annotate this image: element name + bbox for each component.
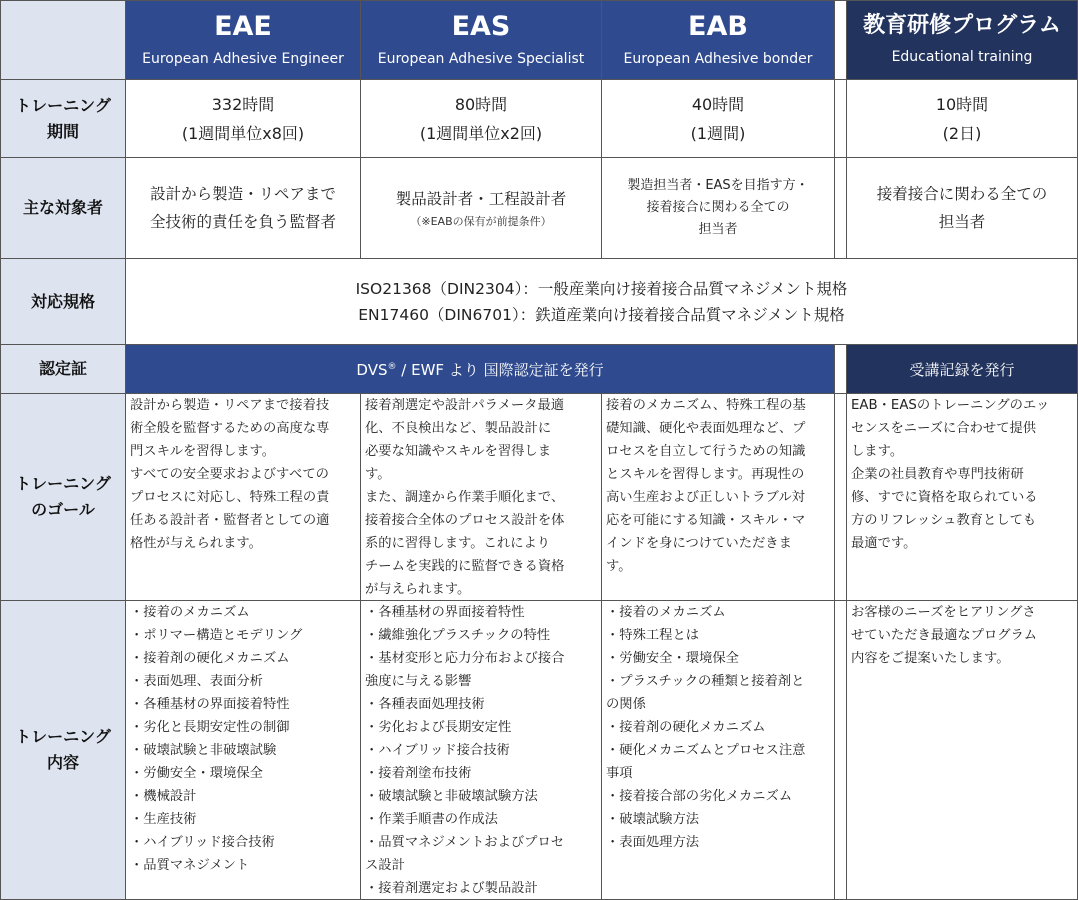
content-eas-list xyxy=(361,601,601,900)
content-eab-list xyxy=(602,601,834,854)
goal-line: す。 xyxy=(606,559,632,574)
goal-line: 格性が与えられます。 xyxy=(130,536,262,551)
header-education xyxy=(847,0,1078,80)
list-item: ス設計 xyxy=(365,858,405,873)
list-item: ・接着のメカニズム xyxy=(130,605,250,620)
certificate-dvs-rest: / EWF より 国際認定証を発行 xyxy=(396,360,604,379)
header-eab xyxy=(602,0,835,80)
list-item: ・劣化と長期安定性の制御 xyxy=(130,720,290,735)
duration-eae-hours: 332時間 xyxy=(211,94,275,114)
row-label-duration-line2: 期間 xyxy=(46,121,79,141)
goal-line: 企業の社員教育や専門技術研 xyxy=(851,467,1024,482)
certificate-dvs xyxy=(126,345,835,394)
goal-line: プロセスに対応し、特殊工程の責 xyxy=(130,490,330,505)
content-education xyxy=(847,601,1078,900)
audience-education xyxy=(847,158,1078,259)
list-item: 事項 xyxy=(606,766,633,781)
goal-line: 化、不良検出など、製品設計に xyxy=(365,421,552,436)
content-eae-list xyxy=(126,601,360,877)
row-label-certificate-text: 認定証 xyxy=(38,359,87,378)
table-corner xyxy=(0,0,126,80)
certificate-education-text: 受講記録を発行 xyxy=(909,360,1015,379)
list-item: ・破壊試験と非破壊試験方法 xyxy=(365,789,538,804)
goal-line: 方のリフレッシュ教育としても xyxy=(851,513,1037,528)
duration-eab-detail: (1週間) xyxy=(690,123,746,143)
list-item: ・接着接合部の劣化メカニズム xyxy=(606,789,793,804)
audience-eas-note: （※EABの保有が前提条件） xyxy=(410,215,552,228)
content-line: お客様のニーズをヒアリングさ xyxy=(851,605,1036,620)
goal-eae-text xyxy=(126,394,360,555)
goal-line: 接着接合全体のプロセス設計を体 xyxy=(365,513,565,528)
goal-line: 最適です。 xyxy=(851,536,917,551)
header-eab-code: EAB xyxy=(688,11,748,42)
list-item: ・接着剤の硬化メカニズム xyxy=(130,651,290,666)
goal-line: します。 xyxy=(851,444,904,459)
list-item: ・ハイブリッド接合技術 xyxy=(365,743,510,758)
row-label-goal-line1: トレーニング xyxy=(15,474,111,493)
certificate-education xyxy=(847,345,1078,394)
list-item: ・接着剤選定および製品設計 xyxy=(365,881,538,896)
goal-line: ロセスを自立して行うための知識 xyxy=(606,444,806,459)
list-item: ・破壊試験方法 xyxy=(606,812,700,827)
row-label-content-line2: 内容 xyxy=(46,753,79,772)
goal-line: 門スキルを習得します。 xyxy=(130,444,276,459)
header-education-name: Educational training xyxy=(891,49,1033,65)
list-item: ・ポリマー構造とモデリング xyxy=(130,628,303,643)
audience-eab xyxy=(602,158,835,259)
column-gap xyxy=(835,345,847,394)
content-eas xyxy=(361,601,602,900)
header-eas-code: EAS xyxy=(451,11,511,42)
content-line: せていただき最適なプログラム xyxy=(851,628,1038,643)
list-item: ・劣化および長期安定性 xyxy=(365,720,512,735)
content-eab xyxy=(602,601,835,900)
goal-line: 任ある設計者・監督者としての適 xyxy=(130,513,330,528)
goal-line: 応を可能にする知識・スキル・マ xyxy=(606,513,806,528)
audience-eae xyxy=(126,158,361,259)
goal-line: 系的に習得します。これにより xyxy=(365,536,551,551)
list-item: 強度に与える影響 xyxy=(365,674,472,689)
column-gap xyxy=(835,394,847,601)
duration-eab-hours: 40時間 xyxy=(691,94,745,114)
goal-line: 接着のメカニズム、特殊工程の基 xyxy=(606,398,806,413)
goal-line: すべての安全要求およびすべての xyxy=(130,467,329,482)
audience-eab-line: 製造担当者・EASを目指す方・ xyxy=(627,178,809,193)
list-item: ・接着のメカニズム xyxy=(606,605,726,620)
goal-line: チームを実践的に監督できる資格 xyxy=(365,559,565,574)
goal-line: センスをニーズに合わせて提供 xyxy=(851,421,1037,436)
list-item: ・基材変形と応力分布および接合 xyxy=(365,651,565,666)
certificate-dvs-prefix: DVS xyxy=(356,360,388,379)
row-label-standards xyxy=(0,259,126,345)
list-item: ・ハイブリッド接合技術 xyxy=(130,835,275,850)
column-gap xyxy=(835,601,847,900)
duration-eas-hours: 80時間 xyxy=(454,94,508,114)
standard-line: EN17460（DIN6701）：鉄道産業向け接着接合品質マネジメント規格 xyxy=(358,305,845,324)
goal-line: 礎知識、硬化や表面処理など、プ xyxy=(606,421,806,436)
header-eas-name: European Adhesive Specialist xyxy=(377,51,585,67)
header-eas xyxy=(361,0,602,80)
list-item: ・接着剤塗布技術 xyxy=(365,766,472,781)
registered-mark: ® xyxy=(387,361,397,372)
duration-eae-detail: (1週間単位x8回) xyxy=(181,123,305,143)
goal-eas-text xyxy=(361,394,601,601)
audience-eae-line: 全技術的責任を負う監督者 xyxy=(149,213,336,231)
goal-line: 必要な知識やスキルを習得しま xyxy=(365,444,552,459)
audience-eab-line: 接着接合に関わる全ての xyxy=(646,200,790,215)
list-item: ・接着剤の硬化メカニズム xyxy=(606,720,766,735)
duration-eae xyxy=(126,80,361,158)
list-item: ・表面処理、表面分析 xyxy=(130,674,263,689)
row-label-duration-line1: トレーニング xyxy=(15,95,111,115)
list-item: ・特殊工程とは xyxy=(606,628,700,643)
row-label-goal xyxy=(0,394,126,601)
header-eae-code: EAE xyxy=(214,11,272,42)
standard-line: ISO21368（DIN2304）：一般産業向け接着接合品質マネジメント規格 xyxy=(355,279,848,298)
goal-line: また、調達から作業手順化まで、 xyxy=(365,490,565,505)
list-item: ・繊維強化プラスチックの特性 xyxy=(365,628,551,643)
audience-eab-line: 担当者 xyxy=(698,222,738,237)
list-item: ・各種基材の界面接着特性 xyxy=(365,605,525,620)
duration-eas xyxy=(361,80,602,158)
goal-line: 設計から製造・リペアまで接着技 xyxy=(130,398,330,413)
duration-eab xyxy=(602,80,835,158)
row-label-standards-text: 対応規格 xyxy=(30,291,95,311)
content-eae xyxy=(126,601,361,900)
audience-eae-line: 設計から製造・リペアまで xyxy=(150,185,336,203)
goal-eab xyxy=(602,394,835,601)
row-label-content-line1: トレーニング xyxy=(15,727,111,746)
goal-line: EAB・EASのトレーニングのエッ xyxy=(851,398,1050,413)
list-item: ・各種表面処理技術 xyxy=(365,697,485,712)
list-item: ・品質マネジメント xyxy=(130,858,250,873)
list-item: ・機械設計 xyxy=(130,789,197,804)
goal-line: とスキルを習得します。再現性の xyxy=(606,467,805,482)
goal-line: インドを身につけていただきま xyxy=(606,536,792,551)
goal-education-text xyxy=(847,394,1077,555)
content-education-text xyxy=(847,601,1077,670)
list-item: ・プラスチックの種類と接着剤と xyxy=(606,674,805,689)
goal-line: が与えられます。 xyxy=(365,582,471,597)
list-item: ・破壊試験と非破壊試験 xyxy=(130,743,277,758)
list-item: ・表面処理方法 xyxy=(606,835,700,850)
column-gap xyxy=(835,158,847,259)
audience-eas xyxy=(361,158,602,259)
list-item: ・労働安全・環境保全 xyxy=(130,766,263,781)
goal-line: 修、すでに資格を取られている xyxy=(851,490,1038,505)
row-label-duration xyxy=(0,80,126,158)
row-label-content xyxy=(0,601,126,900)
row-label-audience-text: 主な対象者 xyxy=(22,198,103,217)
list-item: ・労働安全・環境保全 xyxy=(606,651,739,666)
goal-line: 術全般を監督するための高度な専 xyxy=(130,421,330,436)
audience-eas-line: 製品設計者・工程設計者 xyxy=(395,190,567,208)
audience-education-line: 担当者 xyxy=(938,213,986,231)
standards-cell xyxy=(126,259,1078,345)
list-item: の関係 xyxy=(606,697,646,712)
goal-line: す。 xyxy=(365,467,391,482)
goal-line: 高い生産および正しいトラブル対 xyxy=(606,490,805,505)
content-line: 内容をご提案いたします。 xyxy=(851,651,1010,666)
list-item: ・品質マネジメントおよびプロセ xyxy=(365,835,565,850)
list-item: ・作業手順書の作成法 xyxy=(365,812,498,827)
goal-eab-text xyxy=(602,394,834,578)
goal-eae xyxy=(126,394,361,601)
column-gap xyxy=(835,0,847,80)
row-label-audience xyxy=(0,158,126,259)
column-gap xyxy=(835,80,847,158)
header-eae-name: European Adhesive Engineer xyxy=(142,51,344,67)
duration-education xyxy=(847,80,1078,158)
header-education-title: 教育研修プログラム xyxy=(863,13,1061,38)
list-item: ・硬化メカニズムとプロセス注意 xyxy=(606,743,806,758)
row-label-certificate xyxy=(0,345,126,394)
duration-eas-detail: (1週間単位x2回) xyxy=(419,123,543,143)
list-item: ・各種基材の界面接着特性 xyxy=(130,697,290,712)
duration-education-hours: 10時間 xyxy=(935,94,989,114)
goal-eas xyxy=(361,394,602,601)
header-eab-name: European Adhesive bonder xyxy=(623,51,813,67)
goal-education xyxy=(847,394,1078,601)
audience-education-line: 接着接合に関わる全ての xyxy=(876,185,1048,203)
row-label-goal-line2: のゴール xyxy=(31,500,95,519)
duration-education-detail: (2日) xyxy=(942,123,982,143)
goal-line: 接着剤選定や設計パラメータ最適 xyxy=(365,398,565,413)
header-eae xyxy=(126,0,361,80)
certificate-dvs-text xyxy=(356,359,603,380)
list-item: ・生産技術 xyxy=(130,812,197,827)
